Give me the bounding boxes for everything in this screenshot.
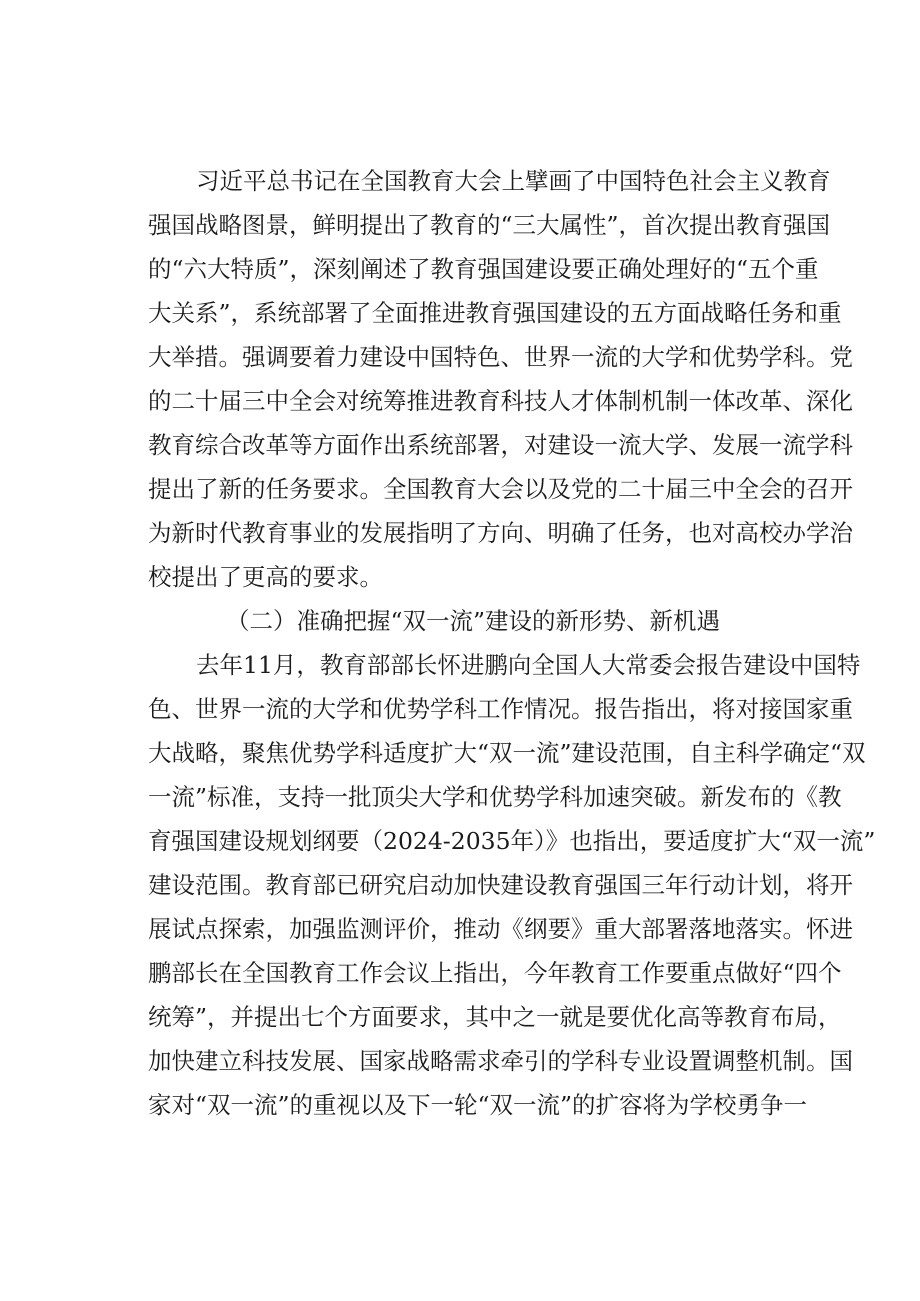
- paragraph-line: 一流”标准，支持一批顶尖大学和优势学科加速突破。新发布的《教: [148, 783, 842, 811]
- paragraph-line: 大举措。强调要着力建设中国特色、世界一流的大学和优势学科。党: [148, 343, 853, 371]
- paragraph-line: 色、世界一流的大学和优势学科工作情况。报告指出，将对接国家重: [148, 695, 853, 723]
- paragraph-line: 提出了新的任务要求。全国教育大会以及党的二十届三中全会的召开: [148, 475, 853, 503]
- paragraph-line: 强国战略图景，鲜明提出了教育的“三大属性”，首次提出教育强国: [148, 211, 831, 239]
- paragraph-line: 展试点探索，加强监测评价，推动《纲要》重大部署落地落实。怀进: [148, 915, 853, 943]
- paragraph-line: 的“六大特质”，深刻阐述了教育强国建设要正确处理好的“五个重: [148, 255, 819, 283]
- paragraph-line: 鹏部长在全国教育工作会议上指出，今年教育工作要重点做好“四个: [148, 959, 842, 987]
- paragraph-line: 家对“双一流”的重视以及下一轮“双一流”的扩容将为学校勇争一: [148, 1091, 808, 1119]
- paragraph-line: 校提出了更高的要求。: [148, 563, 383, 591]
- paragraph-line: 统筹”，并提出七个方面要求，其中之一就是要优化高等教育布局，: [148, 1003, 842, 1031]
- paragraph-line: 教育综合改革等方面作出系统部署，对建设一流大学、发展一流学科: [148, 431, 853, 459]
- paragraph-line: 大关系”，系统部署了全面推进教育强国建设的五方面战略任务和重: [148, 299, 842, 327]
- paragraph-line: 习近平总书记在全国教育大会上擘画了中国特色社会主义教育: [196, 167, 831, 195]
- paragraph-line: 育强国建设规划纲要（2024-2035年）》也指出，要适度扩大“双一流”: [148, 827, 876, 855]
- paragraph-line: 去年11月，教育部部长怀进鹏向全国人大常委会报告建设中国特: [196, 651, 861, 679]
- paragraph-line: 的二十届三中全会对统筹推进教育科技人才体制机制一体改革、深化: [148, 387, 853, 415]
- paragraph-line: 加快建立科技发展、国家战略需求牵引的学科专业设置调整机制。国: [148, 1047, 853, 1075]
- paragraph-line: 为新时代教育事业的发展指明了方向、明确了任务，也对高校办学治: [148, 519, 853, 547]
- section-heading: （二）准确把握“双一流”建设的新形势、新机遇: [225, 607, 721, 635]
- paragraph-line: 大战略，聚焦优势学科适度扩大“双一流”建设范围，自主科学确定“双: [148, 739, 866, 767]
- paragraph-line: 建设范围。教育部已研究启动加快建设教育强国三年行动计划，将开: [148, 871, 853, 899]
